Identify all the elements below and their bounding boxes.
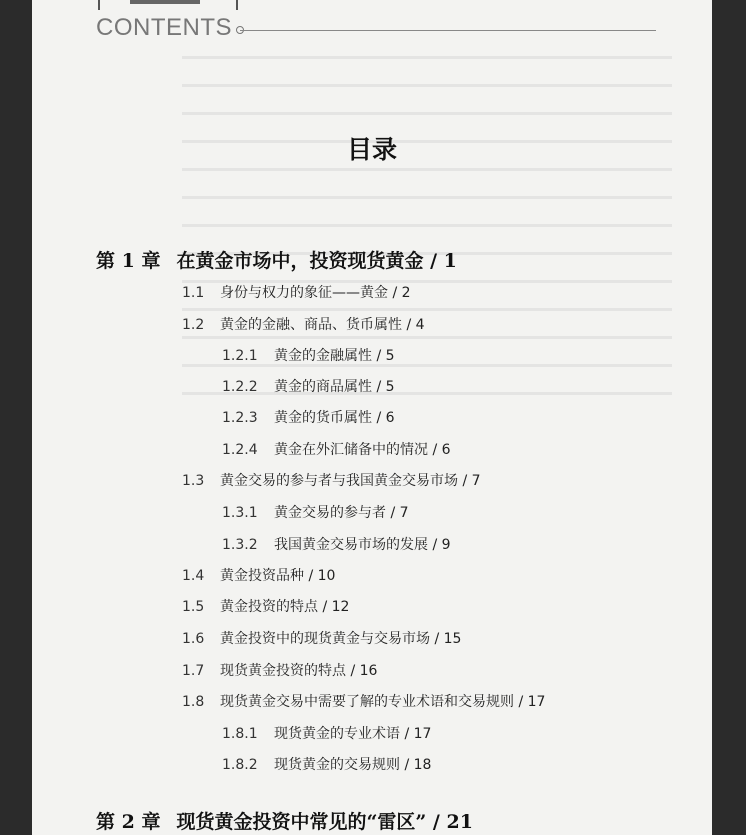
- entry-number: 1.2: [182, 317, 205, 333]
- toc-entry[interactable]: [182, 470, 481, 490]
- entry-title: 黄金的金融、商品、货币属性 / 4: [220, 317, 425, 333]
- header-rule: [240, 30, 656, 31]
- entry-title: 黄金投资中的现货黄金与交易市场 / 15: [220, 631, 462, 647]
- entry-title: 黄金交易的参与者与我国黄金交易市场 / 7: [220, 473, 481, 489]
- toc-entry[interactable]: [182, 691, 545, 711]
- entry-number: 1.3: [182, 473, 205, 489]
- toc-entry[interactable]: [182, 282, 411, 302]
- entry-title: 现货黄金交易中需要了解的专业术语和交易规则 / 17: [220, 694, 546, 710]
- entry-number: 1.8.2: [222, 757, 258, 773]
- entry-number: 1.8.1: [222, 726, 258, 742]
- entry-title: 现货黄金投资的特点 / 16: [220, 663, 378, 679]
- toc-subentry[interactable]: [222, 439, 451, 459]
- toc-subentry[interactable]: [222, 534, 451, 554]
- entry-title: 黄金投资的特点 / 12: [220, 599, 350, 615]
- entry-title: 黄金交易的参与者 / 7: [274, 505, 409, 521]
- entry-number: 1.6: [182, 631, 205, 647]
- entry-title: 现货黄金的专业术语 / 17: [274, 726, 432, 742]
- entry-title: 黄金的商品属性 / 5: [274, 379, 395, 395]
- toc-entry[interactable]: [182, 596, 349, 616]
- header-decoration: [98, 0, 238, 10]
- entry-number: 1.2.4: [222, 442, 258, 458]
- entry-title: 黄金在外汇储备中的情况 / 6: [274, 442, 451, 458]
- chapter-number: 第 1 章: [96, 250, 161, 272]
- entry-number: 1.8: [182, 694, 205, 710]
- entry-title: 我国黄金交易市场的发展 / 9: [274, 537, 451, 553]
- toc-subentry[interactable]: [222, 376, 395, 396]
- entry-number: 1.2.2: [222, 379, 258, 395]
- entry-number: 1.7: [182, 663, 205, 679]
- toc-subentry[interactable]: [222, 502, 409, 522]
- chapter-title: 现货黄金投资中常见的“雷区” / 21: [176, 811, 473, 833]
- chapter-title: 在黄金市场中，投资现货黄金 / 1: [176, 250, 457, 272]
- document-page: [32, 0, 712, 835]
- chapter-number: 第 2 章: [96, 811, 161, 833]
- toc-subentry[interactable]: [222, 345, 395, 365]
- entry-number: 1.4: [182, 568, 205, 584]
- entry-title: 黄金投资品种 / 10: [220, 568, 336, 584]
- toc-title: 目录: [346, 135, 397, 164]
- chapter-heading[interactable]: [96, 246, 457, 273]
- entry-title: 黄金的货币属性 / 6: [274, 410, 395, 426]
- toc-subentry[interactable]: [222, 723, 431, 743]
- toc-subentry[interactable]: [222, 754, 431, 774]
- contents-header: CONTENTS: [96, 14, 232, 41]
- toc-entry[interactable]: [182, 628, 461, 648]
- entry-number: 1.3.1: [222, 505, 258, 521]
- toc-entry[interactable]: [182, 565, 335, 585]
- entry-number: 1.3.2: [222, 537, 258, 553]
- entry-number: 1.2.3: [222, 410, 258, 426]
- entry-number: 1.5: [182, 599, 205, 615]
- entry-number: 1.2.1: [222, 348, 258, 364]
- entry-title: 黄金的金融属性 / 5: [274, 348, 395, 364]
- toc-entry[interactable]: [182, 314, 425, 334]
- entry-number: 1.1: [182, 285, 205, 301]
- chapter-heading[interactable]: [96, 807, 473, 834]
- entry-title: 现货黄金的交易规则 / 18: [274, 757, 432, 773]
- toc-entry[interactable]: [182, 660, 377, 680]
- entry-title: 身份与权力的象征——黄金 / 2: [220, 285, 411, 301]
- toc-subentry[interactable]: [222, 407, 395, 427]
